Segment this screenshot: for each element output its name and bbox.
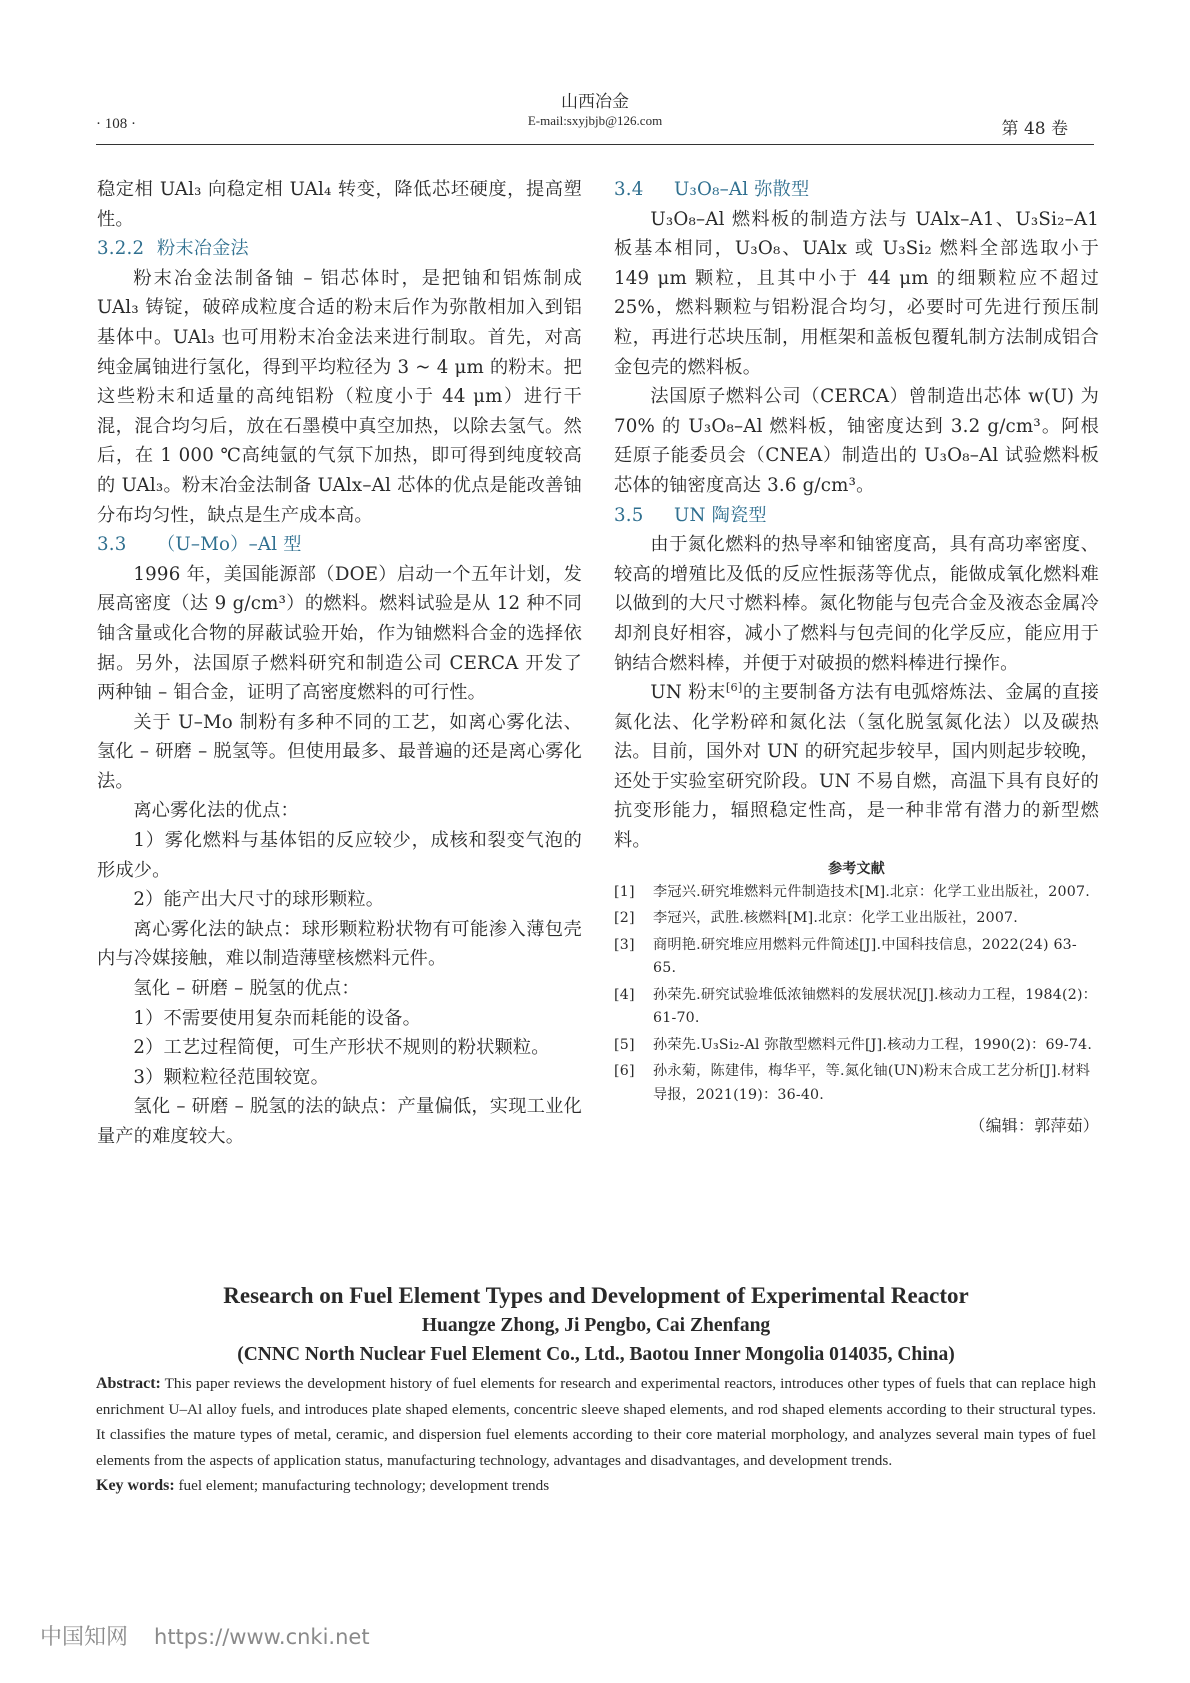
list-item: 1）雾化燃料与基体铝的反应较少，成核和裂变气泡的形成少。 [97, 830, 582, 881]
paragraph: 由于氮化燃料的热导率和铀密度高，具有高功率密度、较高的增殖比及低的反应性振荡等优点，能做成氧化燃料难以做到的大尺寸燃料棒。氮化物能与包壳合金及液态金属冷却剂良好相容，减小了燃料与包壳间的化学反应，能应用于钠结合燃料棒，并便于对破损的燃料棒进行操作。 [614, 534, 1099, 674]
paragraph: 离心雾化法的优点： [133, 800, 299, 822]
reference-number: [6] [614, 1063, 635, 1080]
page-number: · 108 · [96, 116, 136, 132]
reference-text: 孙荣先.U₃Si₂-Al 弥散型燃料元件[J].核动力工程，1990(2)：69-74. [653, 1036, 1093, 1053]
reference-text: 孙荣先.研究试验堆低浓铀燃料的发展状况[J].核动力工程，1984(2)：61-70. [653, 986, 1098, 1027]
section-title: U₃O₈–Al 弥散型 [674, 179, 810, 200]
section-heading-3-4 [614, 175, 1099, 205]
section-heading-3-5 [614, 501, 1099, 531]
volume-number: 第 48 卷 [1001, 119, 1068, 139]
paragraph-lead: UN 粉末 [650, 682, 726, 704]
left-column [97, 175, 582, 1152]
journal-email: E-mail:sxyjbjb@126.com [527, 113, 663, 128]
reference-number: [3] [614, 936, 635, 953]
paragraph: 稳定相 UAl₃ 向稳定相 UAl₄ 转变，降低芯坯硬度，提高塑性。 [97, 179, 582, 230]
paragraph: 1996 年，美国能源部（DOE）启动一个五年计划，发展高密度（达 9 g/cm³）的燃料。燃料试验是从 12 种不同铀含量或化合物的屏蔽试验开始，作为铀燃料合金的选择依据。另外，法国原子燃料研究和制造公司 CERCA 开发了两种铀 – 钼合金，证明了高密度燃料的可行性。 [97, 563, 582, 704]
reference-number: [5] [614, 1036, 635, 1053]
list-item: 1）不需要使用复杂而耗能的设备。 [133, 1007, 421, 1029]
paragraph: 离心雾化法的缺点：球形颗粒粉状物有可能渗入薄包壳内与冷媒接触，难以制造薄壁核燃料元件。 [97, 918, 582, 970]
section-title: UN 陶瓷型 [674, 504, 767, 526]
paragraph: 法国原子燃料公司（CERCA）曾制造出芯体 w(U) 为 70% 的 U₃O₈–Al 燃料板，铀密度达到 3.2 g/cm³。阿根廷原子能委员会（CNEA）制造出的 U₃O₈–Al 试验燃料板芯体的铀密度高达 3.6 g/cm³。 [614, 386, 1099, 496]
paragraph: U₃O₈–Al 燃料板的制造方法与 UAlx–A1、U₃Si₂–A1 板基本相同，U₃O₈、UAlx 或 U₃Si₂ 燃料全部选取小于 149 μm 颗粒，且其中小于 44 μm 的细颗粒应不超过 25%，燃料颗粒与铝粉混合均匀，必要时可先进行预压制粒，再进行芯块压制，用框架和盖板包覆轧制方法制成铝合金包壳的燃料板。 [614, 208, 1099, 378]
reference-item [614, 881, 1099, 905]
paragraph: 关于 U–Mo 制粉有多种不同的工艺，如离心雾化法、氢化 – 研磨 – 脱氢等。但使用最多、最普遍的还是离心雾化法。 [97, 711, 582, 792]
journal-name: 山西冶金 [561, 92, 629, 112]
reference-item [614, 907, 1099, 931]
reference-item [614, 1060, 1099, 1107]
abstract-text: This paper reviews the development history of fuel elements for research and experimental reactors, introduces other types of fuels that can replace high enrichment U–Al alloy fuels, and introduces plate shaped elements, concentric sleeve shaped elements, and rod shaped elements according to their structural types. It classifies the mature types of metal, ceramic, and dispersion fuel elements according to their core material morphology, and analyzes several main types of fuel elements from the aspects of application status, manufacturing technology, advantages and disadvantages, and development trends. [96, 1375, 1096, 1469]
section-heading-3-3 [97, 530, 582, 560]
right-column [614, 175, 1099, 1139]
reference-item [614, 934, 1099, 981]
cnki-watermark [40, 1620, 370, 1651]
english-keywords [96, 1473, 1096, 1499]
list-item: 2）能产出大尺寸的球形颗粒。 [133, 889, 385, 911]
reference-text: 李冠兴.研究堆燃料元件制造技术[M].北京：化学工业出版社，2007. [653, 883, 1090, 900]
reference-item [614, 1034, 1099, 1058]
section-number: 3.2.2 [97, 238, 145, 260]
citation-link[interactable]: [6] [725, 681, 743, 695]
reference-list [614, 881, 1099, 1108]
keywords-label: Key words: [96, 1477, 175, 1494]
reference-number: [1] [614, 883, 635, 900]
paragraph: 氢化 – 研磨 – 脱氢的优点： [133, 978, 360, 1000]
editor-credit: （编辑：郭萍茹） [969, 1116, 1099, 1136]
reference-number: [2] [614, 910, 635, 927]
paragraph: 氢化 – 研磨 – 脱氢的法的缺点：产量偏低，实现工业化量产的难度较大。 [97, 1096, 582, 1147]
section-number: 3.4 [614, 179, 644, 200]
list-item: 2）工艺过程简便，可生产形状不规则的粉状颗粒。 [133, 1037, 550, 1059]
english-title: Research on Fuel Element Types and Development of Experimental Reactor [223, 1283, 969, 1308]
reference-text: 李冠兴，武胜.核燃料[M].北京：化学工业出版社，2007. [653, 910, 1018, 927]
section-title: （U–Mo）–Al 型 [157, 534, 302, 556]
section-heading-3-2-2 [97, 234, 582, 264]
references-heading: 参考文献 [828, 860, 885, 877]
section-number: 3.5 [614, 504, 644, 526]
section-title: 粉末冶金法 [157, 238, 249, 260]
english-affiliation: (CNNC North Nuclear Fuel Element Co., Ltd., Baotou Inner Mongolia 014035, China) [237, 1344, 955, 1365]
paragraph-rest: 的主要制备方法有电弧熔炼法、金属的直接氮化法、化学粉碎和氮化法（氢化脱氢氮化法）以及碳热法。目前，国外对 UN 的研究起步较早，国内则起步较晚，还处于实验室研究阶段。UN 不易自燃，高温下具有良好的抗变形能力，辐照稳定性高，是一种非常有潜力的新型燃料。 [614, 682, 1099, 852]
paragraph: 粉末冶金法制备铀 – 铝芯体时，是把铀和铝炼制成 UAl₃ 铸锭，破碎成粒度合适的粉末后作为弥散相加入到铝基体中。UAl₃ 也可用粉末冶金法来进行制取。首先，对高纯金属铀进行氢化，得到平均粒径为 3 ~ 4 μm 的粉末。把这些粉末和适量的高纯铝粉（粒度小于 44 μm）进行干混，混合均匀后，放在石墨模中真空加热，以除去氢气。然后，在 1 000 ℃高纯氩的气氛下加热，即可得到纯度较高的 UAl₃。粉末冶金法制备 UAlx–Al 芯体的优点是能改善铀分布均匀性，缺点是生产成本高。 [97, 267, 582, 526]
english-abstract-block [96, 1280, 1096, 1499]
list-item: 3）颗粒粒径范围较宽。 [133, 1066, 330, 1088]
reference-number: [4] [614, 986, 635, 1003]
section-number: 3.3 [97, 534, 127, 556]
reference-text: 孙永菊，陈建伟，梅华平，等.氮化铀(UN)粉末合成工艺分析[J].材料导报，2021(19)：36-40. [653, 1063, 1091, 1103]
watermark-site-name: 中国知网 [40, 1625, 129, 1650]
watermark-url[interactable]: https://www.cnki.net [154, 1625, 370, 1649]
page-header [96, 92, 1094, 145]
reference-text: 商明艳.研究堆应用燃料元件简述[J].中国科技信息，2022(24) 63-65. [653, 936, 1077, 977]
english-abstract [96, 1371, 1096, 1473]
reference-item [614, 984, 1099, 1031]
english-authors: Huangze Zhong, Ji Pengbo, Cai Zhenfang [421, 1315, 771, 1336]
header-center [96, 92, 1094, 130]
paragraph [614, 678, 1099, 856]
abstract-label: Abstract: [96, 1375, 161, 1392]
keywords-text: fuel element; manufacturing technology; development trends [178, 1477, 550, 1494]
